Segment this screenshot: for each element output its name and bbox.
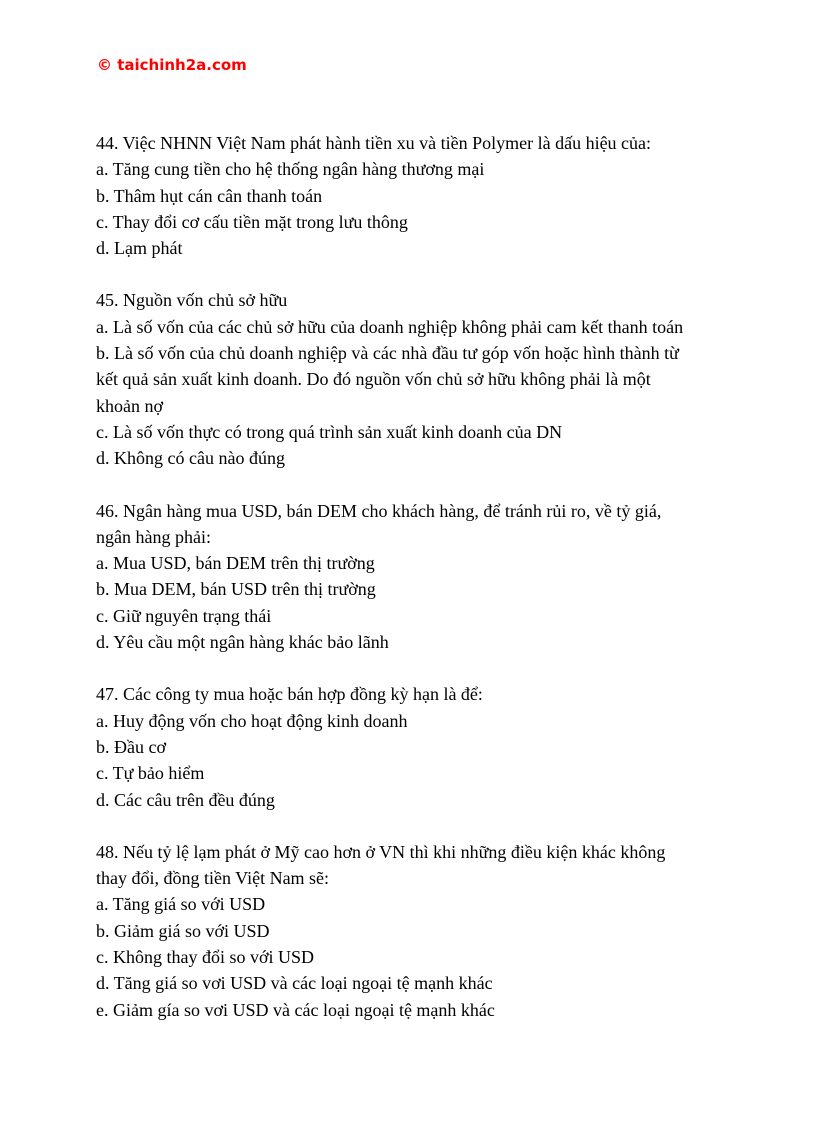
answer-option: a. Tăng giá so với USD (96, 894, 266, 915)
question-text: 45. Nguồn vốn chủ sở hữu (96, 290, 288, 311)
question-text: 48. Nếu tỷ lệ lạm phát ở Mỹ cao hơn ở VN thì khi những điều kiện khác không (96, 841, 666, 862)
answer-option: b. Là số vốn của chủ doanh nghiệp và các nhà đầu tư góp vốn hoặc hình thành từ (96, 343, 679, 364)
question-45 (96, 287, 736, 471)
answer-option-continuation: khoản nợ (96, 395, 164, 416)
question-text: 44. Việc NHNN Việt Nam phát hành tiền xu và tiền Polymer là dấu hiệu của: (96, 133, 652, 153)
answer-option: d. Không có câu nào đúng (96, 448, 285, 469)
answer-option: c. Giữ nguyên trạng thái (96, 605, 272, 626)
question-46 (96, 498, 736, 656)
answer-option-continuation: kết quả sản xuất kinh doanh. Do đó nguồn vốn chủ sở hữu không phải là một (96, 369, 651, 390)
answer-option: a. Là số vốn của các chủ sở hữu của doanh nghiệp không phải cam kết thanh toán (96, 316, 684, 337)
answer-option: d. Tăng giá so vơi USD và các loại ngoại tệ mạnh khác (96, 973, 493, 994)
answer-option: b. Đầu cơ (96, 736, 166, 757)
answer-option: d. Yêu cầu một ngân hàng khác bảo lãnh (96, 632, 389, 653)
question-44 (96, 130, 736, 261)
question-text-continuation: thay đổi, đồng tiền Việt Nam sẽ: (96, 868, 330, 889)
answer-option: c. Không thay đổi so với USD (96, 947, 315, 968)
answer-option: b. Mua DEM, bán USD trên thị trường (96, 579, 376, 600)
answer-option: a. Tăng cung tiền cho hệ thống ngân hàng thương mại (96, 159, 485, 180)
answer-option: b. Giảm giá so với USD (96, 920, 270, 941)
question-48 (96, 839, 736, 1023)
question-text: 47. Các công ty mua hoặc bán hợp đồng kỳ hạn là để: (96, 684, 483, 705)
question-47 (96, 681, 736, 812)
answer-option: a. Mua USD, bán DEM trên thị trường (96, 553, 375, 574)
watermark-link[interactable]: © taichinh2a.com (97, 56, 247, 74)
answer-option: a. Huy động vốn cho hoạt động kinh doanh (96, 710, 408, 731)
answer-option: c. Tự bảo hiểm (96, 763, 205, 784)
question-text-continuation: ngân hàng phải: (96, 526, 211, 547)
answer-option: c. Thay đổi cơ cấu tiền mặt trong lưu thông (96, 211, 408, 232)
question-list (96, 130, 736, 1049)
answer-option: c. Là số vốn thực có trong quá trình sản xuất kinh doanh của DN (96, 421, 563, 442)
answer-option: b. Thâm hụt cán cân thanh toán (96, 185, 323, 206)
answer-option: e. Giảm gía so vơi USD và các loại ngoại tệ mạnh khác (96, 999, 495, 1020)
answer-option: d. Các câu trên đều đúng (96, 789, 275, 810)
answer-option: d. Lạm phát (96, 238, 183, 259)
question-text: 46. Ngân hàng mua USD, bán DEM cho khách hàng, để tránh rủi ro, về tỷ giá, (96, 500, 662, 521)
